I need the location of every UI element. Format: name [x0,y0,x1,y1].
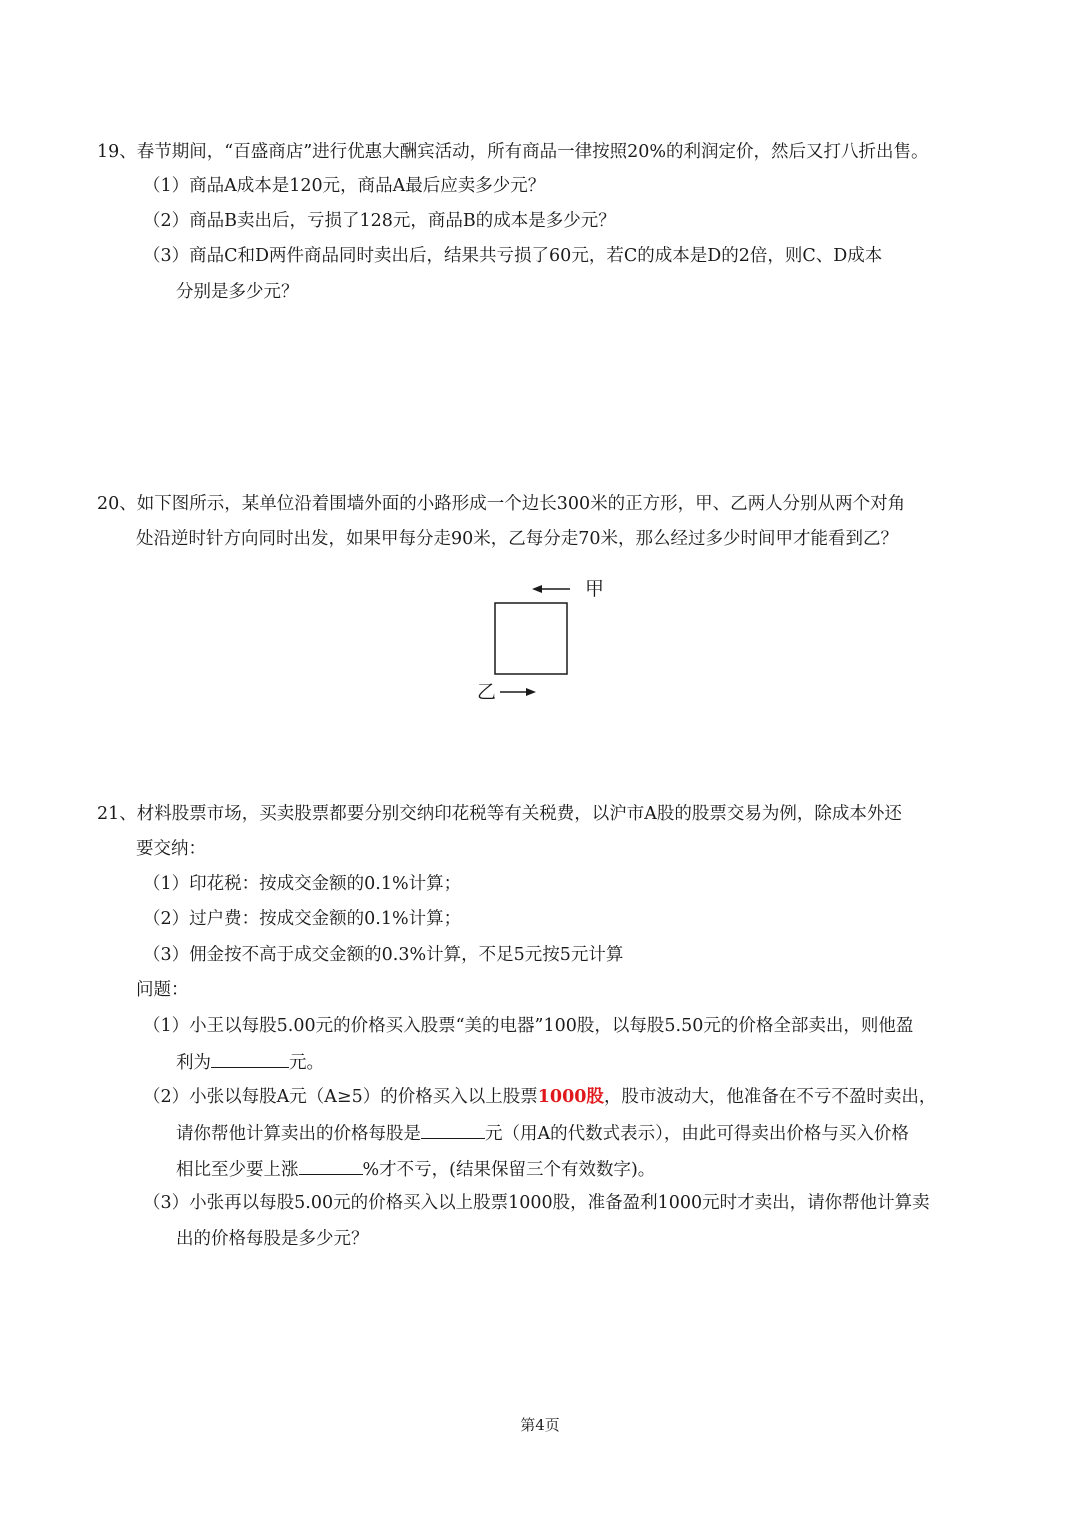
q21-part2-line3 [176,1156,655,1182]
square-wall [495,603,567,674]
q21-part1-text-pre: 利为 [176,1053,211,1073]
q20-line1: 20、如下图所示，某单位沿着围墙外面的小路形成一个边长300米的正方形，甲、乙两人分别从两个对角 [97,494,906,514]
q21-part2-line1 [143,1085,936,1109]
q21-part1-line2 [176,1049,324,1075]
q19-part3-line1: （3）商品C和D两件商品同时卖出后，结果共亏损了60元，若C的成本是D的2倍，则C、D成本 [143,246,883,266]
q21-part2-text-post: ，股市波动大，他准备在不亏不盈时卖出， [603,1087,937,1107]
q21-part2-line2 [176,1120,909,1146]
highlight-shares: 1000股 [537,1087,604,1107]
label-jia: 甲 [585,578,605,600]
left-arrow-icon [532,585,570,593]
answer-blank-1[interactable] [211,1049,289,1068]
q21-stem-line2: 要交纳： [136,839,206,859]
q21-part3-line2: 出的价格每股是多少元？ [176,1229,369,1249]
q21-part2-line3-post: %才不亏，(结果保留三个有效数字)。 [362,1160,656,1180]
label-yi: 乙 [477,681,497,703]
q21-stem-line1: 21、材料股票市场，买卖股票都要分别交纳印花税等有关税费，以沪市A股的股票交易为例，除成本外还 [97,804,902,824]
q19-part3-line2: 分别是多少元？ [176,282,299,302]
q19-part1: （1）商品A成本是120元，商品A最后应卖多少元？ [143,176,546,196]
q21-part2-line2-pre: 请你帮他计算卖出的价格每股是 [176,1124,421,1144]
q21-fee2: （2）过户费：按成交金额的0.1%计算； [143,909,462,929]
square-path-figure [470,575,610,710]
answer-blank-3[interactable] [299,1156,363,1175]
answer-blank-2[interactable] [421,1120,485,1139]
q21-question-label: 问题： [136,980,189,1000]
q21-part1-line1: （1）小王以每股5.00元的价格买入股票“美的电器”100股，以每股5.50元的价格全部卖出，则他盈 [143,1016,914,1036]
q21-part2-line3-pre: 相比至少要上涨 [176,1160,299,1180]
page-number: 第4页 [520,1416,560,1434]
q21-part2-text-pre: （2）小张以每股A元（A≥5）的价格买入以上股票 [143,1087,538,1107]
q19-stem: 19、春节期间，“百盛商店”进行优惠大酬宾活动，所有商品一律按照20%的利润定价，然后又打八折出售。 [97,142,929,162]
q21-part2-line2-post: 元（用A的代数式表示），由此可得卖出价格与买入价格 [485,1124,909,1144]
q21-fee3: （3）佣金按不高于成交金额的0.3%计算，不足5元按5元计算 [143,945,624,965]
q20-line2: 处沿逆时针方向同时出发，如果甲每分走90米，乙每分走70米，那么经过多少时间甲才能看到乙？ [136,529,899,549]
q21-part1-text-post: 元。 [289,1053,324,1073]
q21-fee1: （1）印花税：按成交金额的0.1%计算； [143,874,462,894]
q19-part2: （2）商品B卖出后，亏损了128元，商品B的成本是多少元？ [143,211,616,231]
q21-part3-line1: （3）小张再以每股5.00元的价格买入以上股票1000股，准备盈利1000元时才卖出，请你帮他计算卖 [143,1193,930,1213]
right-arrow-icon [500,688,536,696]
